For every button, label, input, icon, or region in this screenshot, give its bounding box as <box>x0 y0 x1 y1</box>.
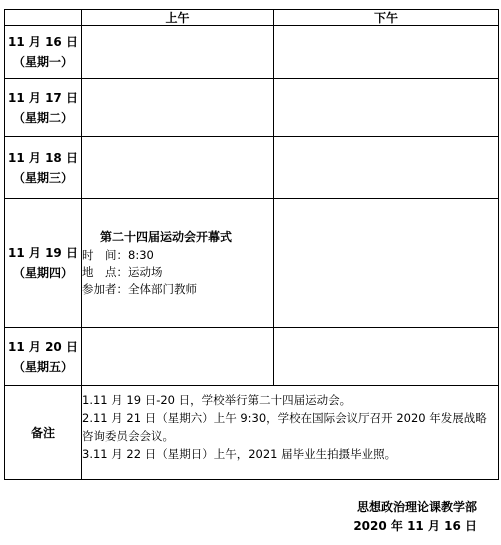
day-row-friday <box>5 328 499 386</box>
day-row-thursday <box>5 199 499 328</box>
day-weekday: （星期四） <box>12 266 73 280</box>
morning-cell <box>82 26 274 79</box>
day-weekday: （星期一） <box>12 55 73 69</box>
day-label-cell <box>5 328 82 386</box>
day-row-wednesday <box>5 137 499 199</box>
footer-department: 思想政治理论课教学部 <box>356 500 477 514</box>
day-date: 11 月 18 日 <box>8 150 78 165</box>
day-date: 11 月 17 日 <box>8 90 78 105</box>
day-weekday: （星期五） <box>12 359 73 374</box>
afternoon-cell <box>274 26 499 79</box>
afternoon-cell <box>274 328 499 386</box>
weekly-schedule-table <box>4 9 499 480</box>
morning-event-cell <box>82 199 274 328</box>
header-blank-cell <box>5 10 82 26</box>
notes-content <box>82 386 499 480</box>
day-weekday: （星期二） <box>12 110 73 125</box>
note-item: 2.11 月 21 日（星期六）上午 9:30，学校在国际会议厅召开 2020 年发展战略咨询委员会会议。 <box>82 411 487 443</box>
day-row-tuesday <box>5 79 499 137</box>
event-participants: 参加者：全体部门教师 <box>82 281 197 296</box>
day-weekday: （星期三） <box>12 170 73 185</box>
day-label-cell <box>5 26 82 79</box>
event-time: 时 间：8:30 <box>82 247 154 262</box>
footer-date: 2020 年 11 月 16 日 <box>353 519 477 533</box>
day-date: 11 月 16 日 <box>8 35 78 49</box>
event-title: 第二十四届运动会开幕式 <box>100 229 233 244</box>
day-label-cell <box>5 199 82 328</box>
day-row-monday <box>5 26 499 79</box>
notes-row <box>5 386 499 480</box>
header-afternoon: 下午 <box>274 10 499 26</box>
afternoon-cell <box>274 79 499 137</box>
event-place: 地 点：运动场 <box>82 264 163 279</box>
afternoon-cell <box>274 199 499 328</box>
morning-cell <box>82 137 274 199</box>
header-morning: 上午 <box>82 10 274 26</box>
header-row <box>5 10 499 26</box>
note-item: 1.11 月 19 日-20 日，学校举行第二十四届运动会。 <box>82 393 352 407</box>
day-label-cell <box>5 137 82 199</box>
day-date: 11 月 20 日 <box>8 339 78 354</box>
note-item: 3.11 月 22 日（星期日）上午，2021 届毕业生拍摄毕业照。 <box>82 447 397 461</box>
notes-label: 备注 <box>5 386 82 480</box>
morning-cell <box>82 79 274 137</box>
afternoon-cell <box>274 137 499 199</box>
day-label-cell <box>5 79 82 137</box>
day-date: 11 月 19 日 <box>8 246 78 260</box>
morning-cell <box>82 328 274 386</box>
